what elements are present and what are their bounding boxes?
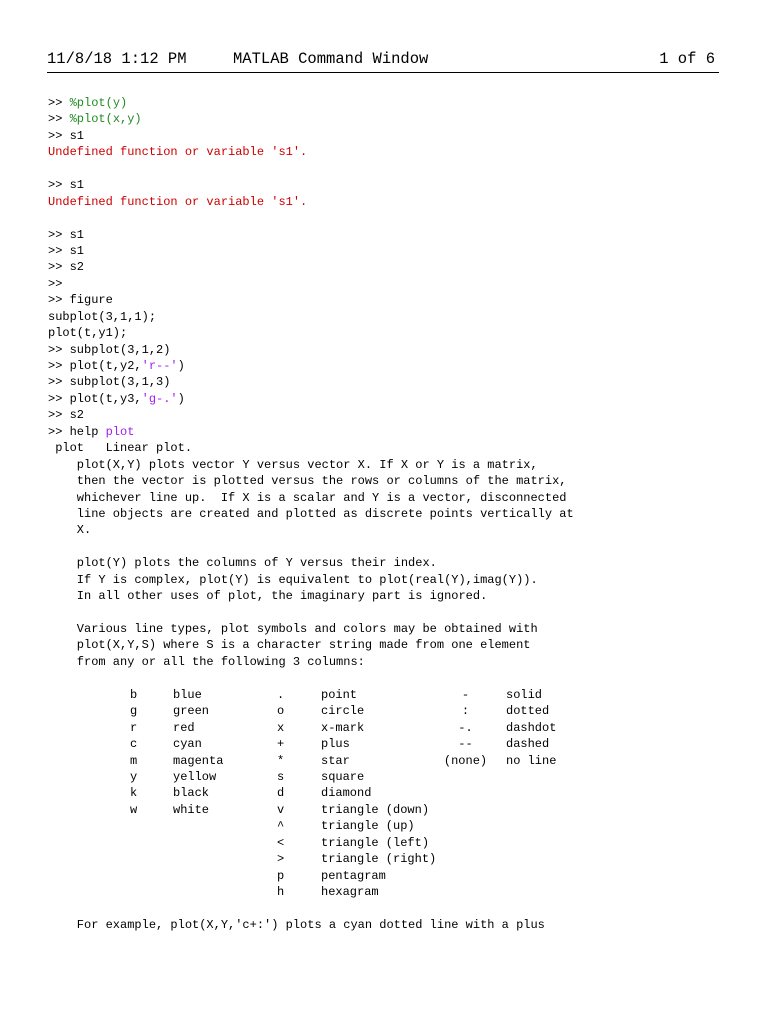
string-text: 'r--' <box>141 359 178 373</box>
table-row <box>48 769 738 785</box>
output-line <box>48 490 738 506</box>
comment-text: %plot(y) <box>69 96 128 110</box>
output-line <box>48 95 738 111</box>
marker-code: h <box>277 885 285 899</box>
line-text: >> plot(t,y3, <box>48 391 142 406</box>
line-text: >> s2 <box>48 408 85 423</box>
table-row <box>48 835 738 851</box>
line-text: If Y is complex, plot(Y) is equivalent to plot(real(Y),imag(Y)). <box>48 572 538 587</box>
line-text: >> <box>48 112 70 127</box>
line-text: >> plot(t,y2, <box>48 359 142 373</box>
color-code: y <box>130 769 138 784</box>
color-name: black <box>173 786 210 801</box>
color-code: m <box>130 753 138 768</box>
string-text: plot <box>105 424 135 439</box>
color-code: c <box>130 737 138 752</box>
output-line <box>48 654 738 670</box>
line-text: In all other uses of plot, the imaginary part is ignored. <box>48 589 488 604</box>
color-name: cyan <box>173 737 202 752</box>
output-line <box>48 259 738 275</box>
output-line <box>48 473 738 489</box>
line-text: >> <box>48 276 63 291</box>
output-line <box>48 144 738 160</box>
table-row <box>48 802 738 818</box>
marker-code: > <box>277 852 285 867</box>
linestyle-code: : <box>461 704 470 719</box>
color-code: b <box>130 687 138 702</box>
output-line <box>48 374 738 390</box>
marker-code: d <box>277 786 285 801</box>
marker-name: square <box>321 769 365 784</box>
marker-code: . <box>277 687 285 702</box>
color-code: g <box>130 704 138 719</box>
line-text: >> s1 <box>48 128 85 143</box>
marker-name: plus <box>321 737 350 752</box>
output-line <box>48 670 738 686</box>
table-row <box>48 851 738 867</box>
linestyle-code: - <box>461 687 470 702</box>
marker-code: s <box>277 769 285 784</box>
line-text: plot(Y) plots the columns of Y versus their index. <box>48 556 437 571</box>
output-line <box>48 292 738 308</box>
output-line <box>48 424 738 440</box>
output-line <box>48 111 738 127</box>
line-text: subplot(3,1,1); <box>48 309 157 324</box>
linestyle-code: -. <box>458 720 473 735</box>
line-text: X. <box>48 523 92 538</box>
output-line <box>48 457 738 473</box>
color-code: k <box>130 786 138 801</box>
line-text: >> s1 <box>48 227 85 242</box>
marker-name: hexagram <box>321 885 379 899</box>
line-text: plot(X,Y,S) where S is a character string made from one element <box>48 638 531 653</box>
color-code: r <box>130 720 138 735</box>
output-line <box>48 621 738 637</box>
line-text: from any or all the following 3 columns: <box>48 654 365 669</box>
table-row <box>48 868 738 884</box>
output-line <box>48 276 738 292</box>
line-text: line objects are created and plotted as discrete points vertically at <box>48 506 574 521</box>
linestyle-name: dashdot <box>506 720 557 735</box>
error-text: Undefined function or variable 's1'. <box>48 145 308 160</box>
color-name: green <box>173 704 210 719</box>
line-text: plot(t,y1); <box>48 326 128 341</box>
output-line <box>48 342 738 358</box>
output-line <box>48 588 738 604</box>
line-text: >> <box>48 96 70 110</box>
output-line <box>48 522 738 538</box>
string-text: 'g-.' <box>141 391 178 406</box>
marker-code: p <box>277 868 285 883</box>
output-line <box>48 539 738 555</box>
output-line <box>48 227 738 243</box>
output-line <box>48 161 738 177</box>
output-line <box>48 555 738 571</box>
marker-code: < <box>277 835 285 850</box>
table-row <box>48 785 738 801</box>
marker-name: triangle (left) <box>321 835 430 850</box>
line-text: >> help <box>48 424 106 439</box>
marker-code: o <box>277 704 285 719</box>
line-text: whichever line up. If X is a scalar and Y is a vector, disconnected <box>48 490 567 505</box>
output-line <box>48 309 738 325</box>
linestyle-code: (none) <box>443 753 488 768</box>
output-line <box>48 210 738 226</box>
header-timestamp: 11/8/18 1:12 PM <box>47 50 187 68</box>
color-name: blue <box>173 687 202 702</box>
output-line <box>48 572 738 588</box>
table-row <box>48 720 738 736</box>
line-text: then the vector is plotted versus the rows or columns of the matrix, <box>48 474 567 489</box>
output-line <box>48 506 738 522</box>
marker-code: ^ <box>277 819 285 834</box>
header-page-number: 1 of 6 <box>659 50 715 68</box>
linestyle-name: dotted <box>506 704 550 719</box>
table-row <box>48 703 738 719</box>
linestyle-name: dashed <box>506 737 550 752</box>
table-row <box>48 736 738 752</box>
color-name: red <box>173 720 195 735</box>
line-text: >> figure <box>48 293 113 308</box>
output-line <box>48 358 738 374</box>
error-text: Undefined function or variable 's1'. <box>48 194 308 209</box>
color-name: magenta <box>173 753 224 768</box>
output-line <box>48 605 738 621</box>
header-title: MATLAB Command Window <box>233 50 429 68</box>
marker-name: point <box>321 687 358 702</box>
color-name: yellow <box>173 769 217 784</box>
marker-name: star <box>321 753 350 768</box>
marker-name: triangle (right) <box>321 852 437 867</box>
line-text: >> s1 <box>48 178 85 193</box>
output-line <box>48 177 738 193</box>
marker-code: x <box>277 720 285 735</box>
output-line <box>48 243 738 259</box>
line-text: >> subplot(3,1,2) <box>48 342 171 357</box>
table-row <box>48 818 738 834</box>
marker-name: pentagram <box>321 868 386 883</box>
linestyle-code: -- <box>458 737 473 752</box>
color-code: w <box>130 802 138 817</box>
output-line <box>48 917 738 933</box>
output-line <box>48 407 738 423</box>
marker-name: circle <box>321 704 365 719</box>
output-line <box>48 325 738 341</box>
table-row <box>48 884 738 900</box>
linestyle-name: no line <box>506 753 557 768</box>
line-text: >> s2 <box>48 260 85 275</box>
output-line <box>48 194 738 210</box>
comment-text: %plot(x,y) <box>69 112 142 127</box>
output-line <box>48 900 738 916</box>
table-row <box>48 753 738 769</box>
line-text: ) <box>177 391 185 406</box>
color-name: white <box>173 802 210 817</box>
line-text: plot Linear plot. <box>48 441 193 456</box>
output-line <box>48 637 738 653</box>
output-line <box>48 128 738 144</box>
marker-code: * <box>277 753 285 768</box>
output-line <box>48 391 738 407</box>
output-line <box>48 440 738 456</box>
command-window-output <box>48 95 738 933</box>
marker-name: triangle (down) <box>321 802 430 817</box>
marker-code: v <box>277 802 285 817</box>
linestyle-name: solid <box>506 687 543 702</box>
line-text: For example, plot(X,Y,'c+:') plots a cyan dotted line with a plus <box>48 917 545 932</box>
marker-name: triangle (up) <box>321 819 415 834</box>
marker-name: diamond <box>321 786 372 801</box>
marker-code: + <box>277 737 285 752</box>
page-header <box>47 48 719 73</box>
line-text: >> subplot(3,1,3) <box>48 375 171 390</box>
line-text: ) <box>177 359 185 373</box>
marker-name: x-mark <box>321 720 365 735</box>
table-row <box>48 687 738 703</box>
line-text: Various line types, plot symbols and colors may be obtained with <box>48 622 538 636</box>
line-text: >> s1 <box>48 243 85 258</box>
line-text: plot(X,Y) plots vector Y versus vector X. If X or Y is a matrix, <box>48 457 538 472</box>
